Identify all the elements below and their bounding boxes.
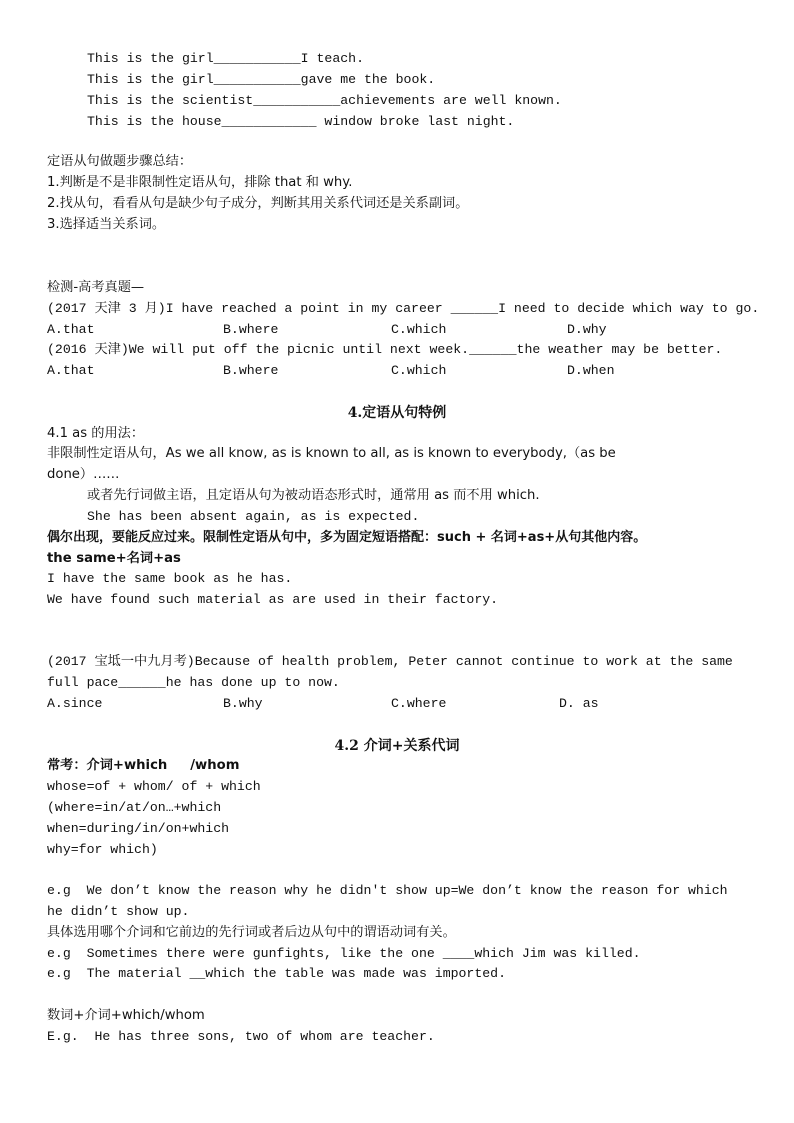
question-3-cont: full pace______he has done up to now. xyxy=(47,675,340,690)
option-a: A.since xyxy=(47,696,103,711)
option-d: D. as xyxy=(559,696,599,711)
example-sentence: e.g We don’t know the reason why he didn't show up=We don’t know the reason for which xyxy=(47,883,728,898)
option-b: B.why xyxy=(223,696,263,711)
step-item: 3.选择适当关系词。 xyxy=(47,217,166,232)
body-line: 非限制性定语从句，As we all know, as is known to all, as is known to everybody,（as be xyxy=(47,446,616,461)
subsection-title: 4.1 as 的用法： xyxy=(47,426,145,441)
note-line: 具体选用哪个介词和它前边的先行词或者后边从句中的谓语动词有关。 xyxy=(47,925,456,940)
step-item: 2.找从句，看看从句是缺少句子成分，判断其用关系代词还是关系副词。 xyxy=(47,196,469,211)
example-sentence: e.g Sometimes there were gunfights, like the one ____which Jim was killed. xyxy=(47,946,641,961)
subsection-title: 数词+介词+which/whom xyxy=(47,1008,205,1023)
example-line: This is the scientist___________achievements are well known. xyxy=(87,93,562,108)
example-sentence: e.g The material __which the table was made was imported. xyxy=(47,966,506,981)
question-2: (2016 天津)We will put off the picnic until next week.______the weather may be better. xyxy=(47,342,723,357)
option-d: D.why xyxy=(567,322,607,337)
option-c: C.where xyxy=(391,696,447,711)
example-sentence: E.g. He has three sons, two of whom are teacher. xyxy=(47,1029,435,1044)
example-sentence: She has been absent again, as is expected. xyxy=(87,509,420,524)
option-b: B.where xyxy=(223,363,279,378)
test-title: 检测-高考真题— xyxy=(47,280,145,295)
example-line: This is the girl___________I teach. xyxy=(87,51,364,66)
common-rule: 常考：介词+which /whom xyxy=(47,758,240,773)
body-line: done）…… xyxy=(47,467,120,482)
rule-line: whose=of + whom/ of + which xyxy=(47,779,261,794)
rule-line: why=for which) xyxy=(47,842,158,857)
example-sentence: I have the same book as he has. xyxy=(47,571,293,586)
option-d: D.when xyxy=(567,363,615,378)
option-c: C.which xyxy=(391,363,447,378)
option-c: C.which xyxy=(391,322,447,337)
option-a: A.that xyxy=(47,322,95,337)
body-line: 偶尔出现，要能反应过来。限制性定语从句中，多为固定短语搭配：such + 名词+as+从句其他内容。 xyxy=(47,530,647,545)
example-line: This is the house____________ window broke last night. xyxy=(87,114,515,129)
option-b: B.where xyxy=(223,322,279,337)
question-1: (2017 天津 3 月)I have reached a point in my career ______I need to decide which way to go. xyxy=(47,301,760,316)
body-line: 或者先行词做主语，且定语从句为被动语态形式时，通常用 as 而不用 which. xyxy=(87,488,540,503)
rule-line: (where=in/at/on…+which xyxy=(47,800,222,815)
section-heading: 4.2 介词+关系代词 xyxy=(334,738,460,754)
body-line: the same+名词+as xyxy=(47,551,181,566)
option-a: A.that xyxy=(47,363,95,378)
rule-line: when=during/in/on+which xyxy=(47,821,230,836)
question-3: (2017 宝坻一中九月考)Because of health problem, Peter cannot continue to work at the same xyxy=(47,654,733,669)
steps-title: 定语从句做题步骤总结： xyxy=(47,154,193,169)
example-sentence: We have found such material as are used in their factory. xyxy=(47,592,499,607)
example-line: This is the girl___________gave me the book. xyxy=(87,72,436,87)
step-item: 1.判断是不是非限制性定语从句，排除 that 和 why. xyxy=(47,175,353,190)
section-heading: 4.定语从句特例 xyxy=(347,405,447,421)
example-sentence: he didn’t show up. xyxy=(47,904,190,919)
